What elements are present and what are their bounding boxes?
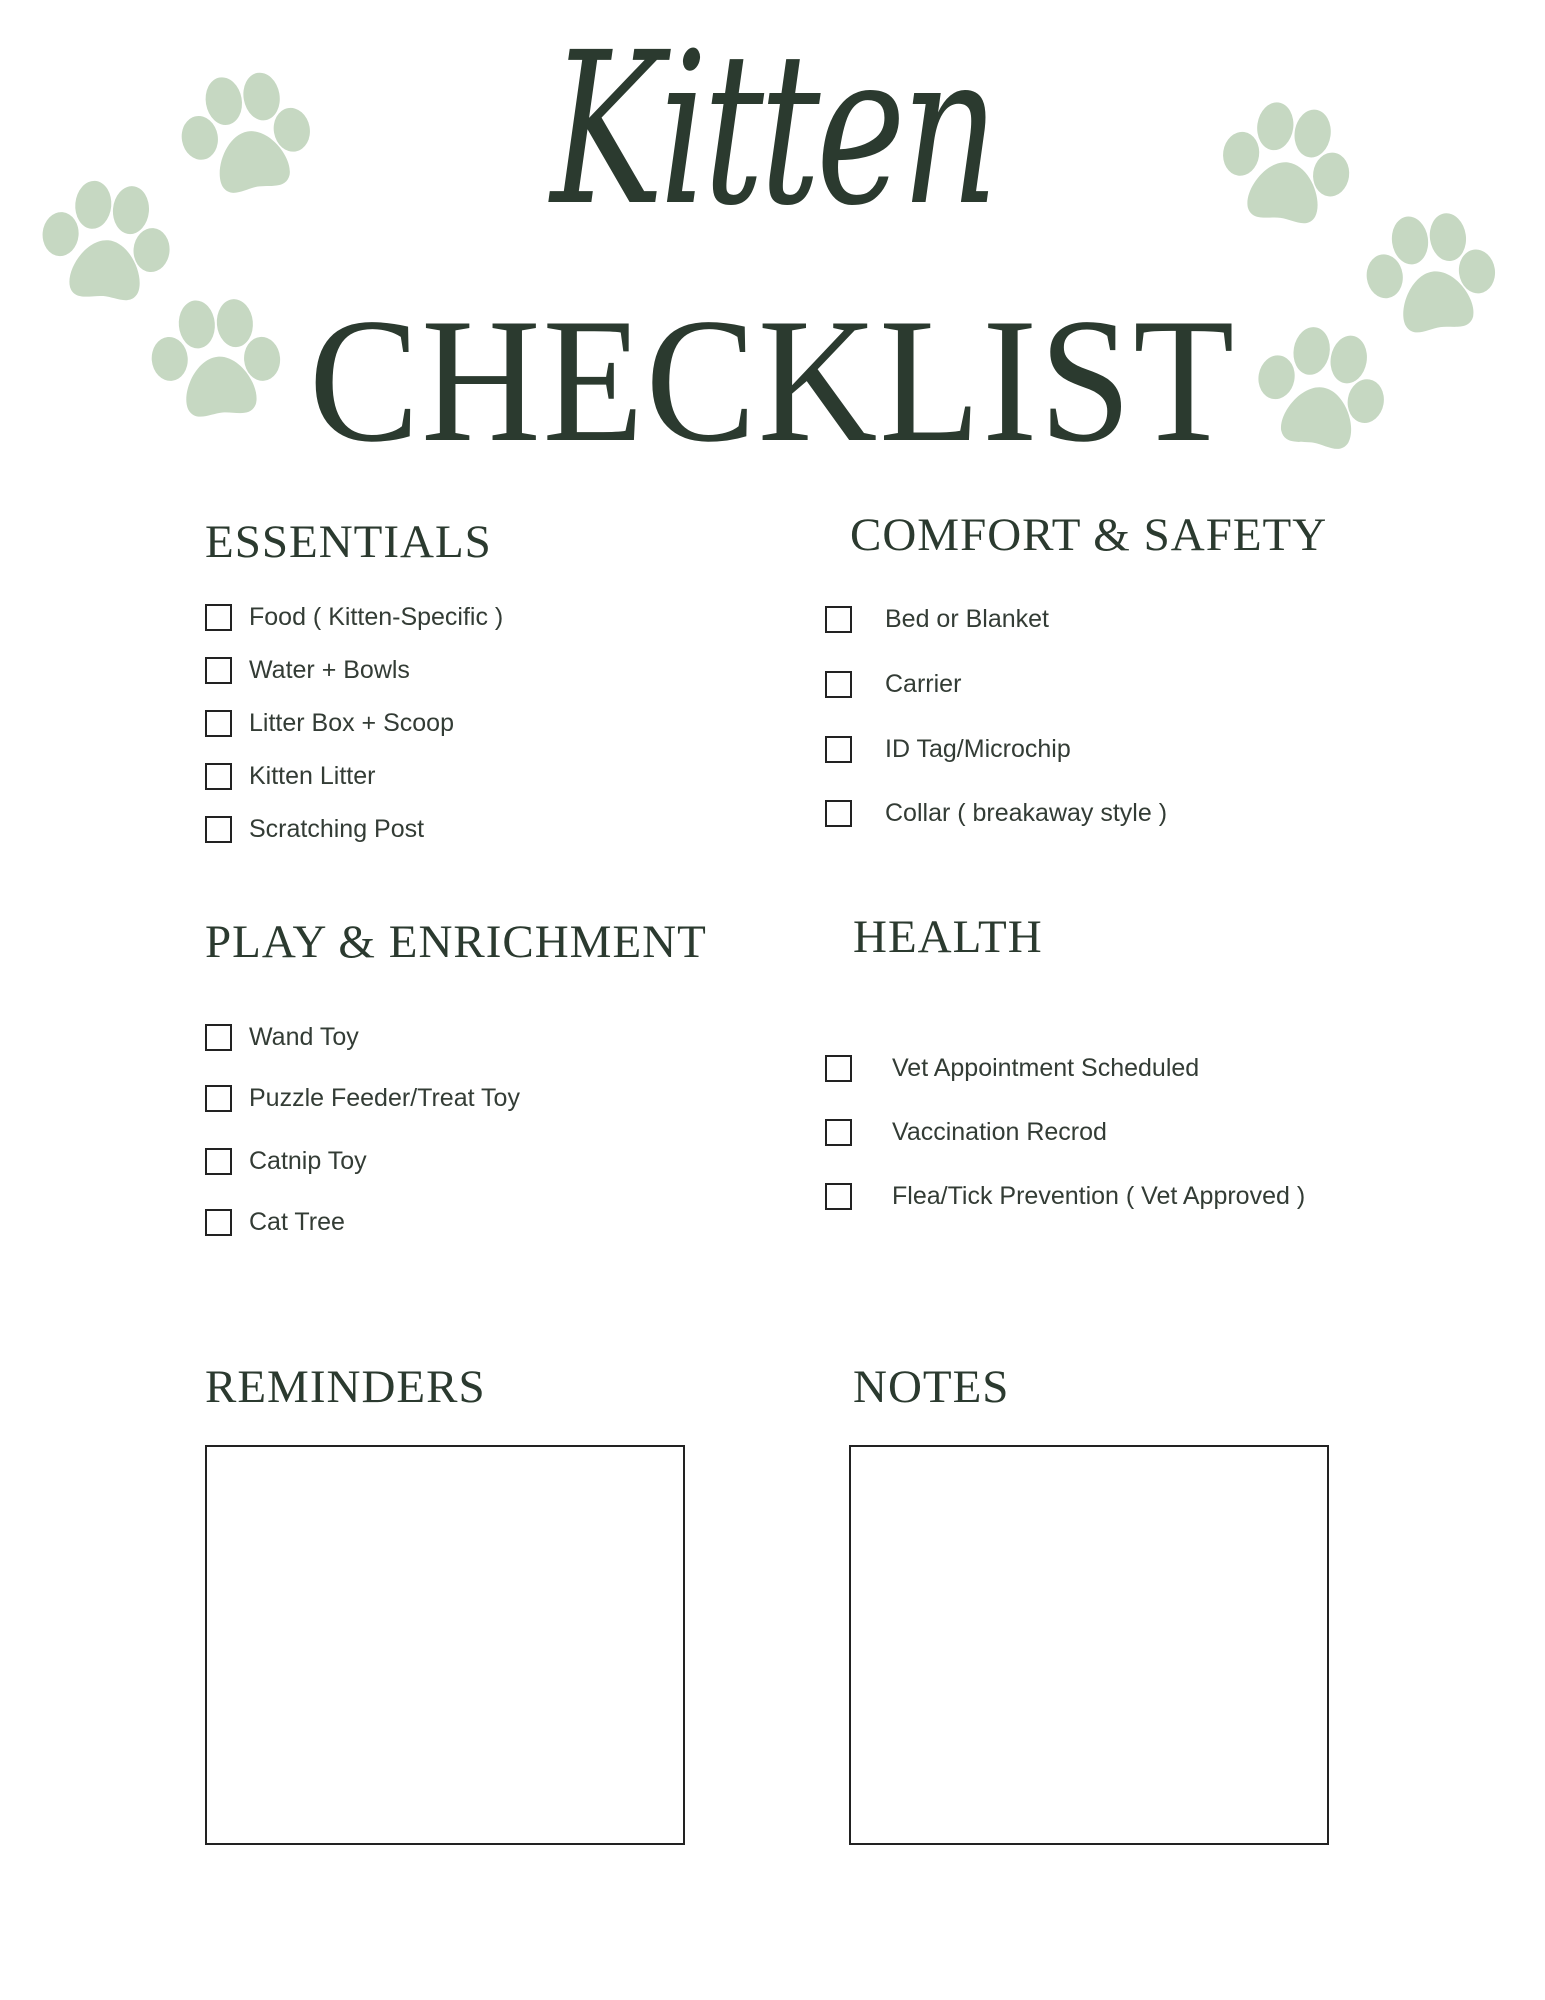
comfort-safety-heading: COMFORT & SAFETY [850,509,1328,561]
checklist-item-label: Scratching Post [249,815,425,843]
reminders-box[interactable] [205,1445,685,1845]
checklist-item[interactable] [205,1147,367,1176]
checklist-item[interactable] [205,603,503,632]
checklist-item-label: Carrier [885,670,962,698]
checklist-item-label: Litter Box + Scoop [249,709,454,737]
checkbox-icon[interactable] [825,736,852,763]
checklist-item[interactable] [825,605,1049,634]
checkbox-icon[interactable] [205,763,232,790]
checklist-item[interactable] [205,656,410,685]
checklist-item-label: Cat Tree [249,1208,345,1236]
notes-heading: NOTES [853,1361,1010,1413]
health-heading: HEALTH [853,911,1043,963]
checklist-item[interactable] [205,762,375,791]
checklist-item[interactable] [825,735,1071,764]
checklist-item[interactable] [205,1084,520,1113]
checkbox-icon[interactable] [825,606,852,633]
checklist-item[interactable] [825,799,1167,828]
reminders-heading: REMINDERS [205,1361,486,1413]
essentials-heading: ESSENTIALS [205,516,492,568]
checklist-item-label: Collar ( breakaway style ) [885,799,1168,827]
checklist-item[interactable] [205,1208,345,1237]
checkbox-icon[interactable] [205,710,232,737]
checkbox-icon[interactable] [205,1148,232,1175]
checkbox-icon[interactable] [205,1085,232,1112]
checklist-item[interactable] [825,1118,1107,1147]
checklist-item-label: Puzzle Feeder/Treat Toy [249,1084,520,1112]
checkbox-icon[interactable] [825,1183,852,1210]
checklist-item[interactable] [825,1054,1199,1083]
checkbox-icon[interactable] [205,657,232,684]
checklist-item[interactable] [205,1023,359,1052]
paw-print-icon [25,172,186,315]
title-script: Kitten [550,7,995,252]
checklist-item-label: Bed or Blanket [885,605,1049,633]
checklist-item-label: ID Tag/Microchip [885,735,1071,763]
play-enrichment-heading: PLAY & ENRICHMENT [205,916,707,968]
checklist-item-label: Wand Toy [249,1023,359,1051]
checkbox-icon[interactable] [205,1209,232,1236]
checkbox-icon[interactable] [205,816,232,843]
notes-box[interactable] [849,1445,1329,1845]
checklist-item-label: Vaccination Recrod [892,1118,1107,1146]
checklist-item[interactable] [825,670,961,699]
checkbox-icon[interactable] [205,604,232,631]
checklist-item-label: Vet Appointment Scheduled [892,1054,1200,1082]
checklist-item[interactable] [205,709,454,738]
page-title: CHECKLIST [308,281,1237,479]
checklist-item-label: Flea/Tick Prevention ( Vet Approved ) [892,1182,1306,1210]
checklist-item-label: Water + Bowls [249,656,410,684]
checklist-item[interactable] [205,815,424,844]
checkbox-icon[interactable] [825,800,852,827]
checklist-item-label: Kitten Litter [249,762,376,790]
checkbox-icon[interactable] [825,671,852,698]
checklist-item-label: Food ( Kitten-Specific ) [249,603,504,631]
checklist-item[interactable] [825,1182,1305,1211]
checkbox-icon[interactable] [205,1024,232,1051]
checkbox-icon[interactable] [825,1119,852,1146]
checkbox-icon[interactable] [825,1055,852,1082]
checklist-item-label: Catnip Toy [249,1147,367,1175]
